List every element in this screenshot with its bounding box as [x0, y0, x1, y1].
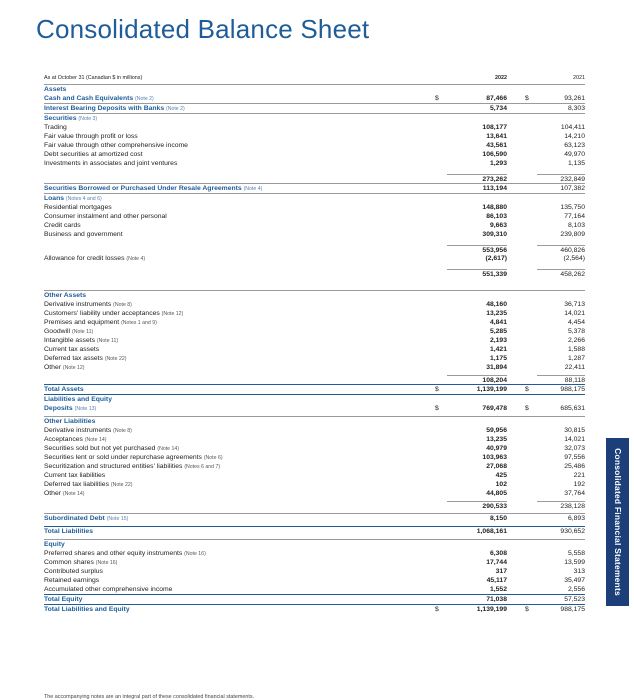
row-label — [44, 230, 435, 239]
row-label — [44, 132, 435, 141]
row-label — [44, 184, 435, 194]
page-title: Consolidated Balance Sheet — [36, 14, 370, 44]
row-label-text: Credit cards — [44, 222, 81, 229]
row-label-text: Allowance for credit losses — [44, 254, 125, 262]
table-row — [44, 462, 585, 471]
table-row — [44, 193, 585, 203]
row-note-ref: (Note 22) — [110, 481, 133, 488]
currency-2022: $ — [435, 95, 439, 102]
value-2022: 113,194 — [482, 185, 507, 192]
row-label-text: Total Liabilities — [44, 528, 93, 535]
table-row — [44, 221, 585, 230]
row-note-ref: (Notes 4 and 6) — [65, 195, 102, 202]
table-row — [44, 558, 585, 567]
value-2021: 35,497 — [564, 577, 585, 584]
value-2022: 5,285 — [489, 328, 507, 335]
value-2021: 30,815 — [564, 427, 585, 434]
value-2021: 685,631 — [560, 405, 585, 412]
value-2021: 6,893 — [567, 515, 585, 522]
value-2022: 71,038 — [486, 596, 507, 603]
table-row — [44, 212, 585, 221]
value-2022: 108,177 — [482, 124, 507, 131]
row-note-ref: (Note 11) — [71, 328, 94, 335]
row-note-ref: (Note 12) — [62, 364, 85, 371]
value-2021: 14,021 — [564, 310, 585, 317]
row-note-ref: (Note 8) — [113, 301, 132, 308]
row-label-text: Residential mortgages — [44, 204, 112, 211]
value-2022: 769,478 — [482, 405, 507, 412]
table-row — [44, 254, 585, 263]
row-label-text: Interest Bearing Deposits with Banks — [44, 104, 165, 112]
value-2022: 1,139,199 — [476, 606, 507, 613]
row-label-text: Other Liabilities — [44, 418, 96, 425]
row-label — [44, 404, 435, 414]
row-label-text: Current tax assets — [44, 346, 100, 353]
currency-2021: $ — [525, 606, 529, 613]
value-2022: 13,641 — [486, 133, 507, 140]
value-2022: 9,663 — [489, 222, 507, 229]
row-label-text: Securities sold but not yet purchased — [44, 444, 156, 452]
table-row — [44, 183, 585, 193]
currency-2022: $ — [435, 606, 439, 613]
row-label-text: Debt securities at amortized cost — [44, 151, 143, 158]
row-label — [44, 576, 435, 585]
row-label-text: Customers' liability under acceptances — [44, 309, 160, 317]
value-2022: 4,841 — [489, 319, 507, 326]
row-label-text: Fair value through other comprehensive income — [44, 142, 188, 149]
table-row — [44, 113, 585, 123]
value-2021: 4,454 — [567, 319, 585, 326]
table-row — [44, 539, 585, 549]
row-note-ref: (Note 2) — [135, 95, 154, 102]
table-row — [44, 132, 585, 141]
row-label-text: Intangible assets — [44, 336, 96, 344]
currency-2022: $ — [435, 405, 439, 412]
row-note-ref: (Note 15) — [106, 515, 129, 522]
row-label-text: Securities — [44, 114, 77, 122]
subtotal-row — [44, 174, 585, 183]
header-year-2021: 2021 — [573, 75, 585, 81]
value-2021: 5,378 — [567, 328, 585, 335]
row-label — [44, 605, 435, 614]
side-tab-label: Consolidated Financial Statements — [612, 448, 623, 596]
row-label — [44, 489, 435, 499]
row-note-ref: (Note 16) — [95, 559, 118, 566]
table-row — [44, 141, 585, 150]
table-row — [44, 94, 585, 103]
row-label — [44, 150, 435, 159]
row-label — [44, 336, 435, 346]
value-2022: 1,175 — [489, 355, 507, 362]
row-label-text: Investments in associates and joint ventures — [44, 160, 178, 167]
row-label — [44, 363, 435, 373]
row-note-ref: (Note 4) — [126, 255, 146, 262]
row-label-text: Consumer instalment and other personal — [44, 213, 167, 220]
value-2021: 2,266 — [567, 337, 585, 344]
row-label-text: Accumulated other comprehensive income — [44, 586, 173, 593]
value-2022: 87,466 — [486, 95, 507, 102]
row-note-ref: (Notes 6 and 7) — [184, 463, 221, 470]
row-label-text: Total Equity — [44, 596, 83, 603]
row-label-text: Trading — [44, 124, 67, 131]
row-note-ref: (Note 16) — [184, 550, 206, 557]
value-2021: 8,103 — [567, 222, 585, 229]
value-2022: 103,963 — [482, 454, 507, 461]
value-2022: 8,150 — [489, 515, 507, 522]
table-row — [44, 567, 585, 576]
value-2021: 232,849 — [537, 174, 585, 184]
row-label — [44, 221, 435, 230]
value-2021: 32,073 — [564, 445, 585, 452]
value-2021: 37,764 — [564, 490, 585, 497]
row-note-ref: (Note 6) — [203, 454, 223, 461]
table-header — [44, 73, 585, 85]
table-row — [44, 230, 585, 239]
table-row — [44, 384, 585, 394]
currency-2021: $ — [525, 405, 529, 412]
value-2022: 1,068,161 — [476, 528, 507, 535]
row-label-text: Other Assets — [44, 292, 87, 299]
row-note-ref: (Note 13) — [74, 405, 97, 412]
value-2021: 25,486 — [564, 463, 585, 470]
table-row — [44, 103, 585, 113]
value-2022: 31,894 — [486, 364, 507, 371]
value-2021: 57,523 — [564, 596, 585, 603]
value-2021: 77,164 — [564, 213, 585, 220]
row-label — [44, 558, 435, 568]
row-label — [44, 123, 435, 132]
row-label-text: Assets — [44, 86, 67, 93]
value-2021: 988,175 — [560, 606, 585, 613]
value-2022: 102 — [495, 481, 507, 488]
value-2022: 5,734 — [489, 105, 507, 112]
row-label — [44, 212, 435, 221]
row-label-text: Common shares — [44, 558, 94, 566]
row-label — [44, 141, 435, 150]
value-2022: 48,160 — [486, 301, 507, 308]
table-row — [44, 394, 585, 404]
value-2022: 43,561 — [486, 142, 507, 149]
row-note-ref: (Notes 1 and 9) — [121, 319, 157, 326]
value-2021: 5,558 — [567, 550, 585, 557]
value-2021: 192 — [573, 481, 585, 488]
row-label-text: Other — [44, 489, 61, 497]
table-row — [44, 576, 585, 585]
value-2022: 44,805 — [486, 490, 507, 497]
value-2022: 148,880 — [482, 204, 507, 211]
value-2021: 49,970 — [564, 151, 585, 158]
row-note-ref: (Note 14) — [62, 490, 85, 497]
table-row — [44, 203, 585, 212]
value-2021: 14,021 — [564, 436, 585, 443]
row-label — [44, 514, 435, 524]
row-label-text: Securities lent or sold under repurchase agreements — [44, 453, 202, 461]
value-2021: 97,556 — [564, 454, 585, 461]
value-2021: 8,303 — [567, 105, 585, 112]
row-label-text: Acceptances — [44, 435, 83, 443]
row-note-ref: (Note 22) — [104, 355, 127, 362]
value-2021: 460,826 — [537, 245, 585, 255]
value-2021: 1,135 — [567, 160, 585, 167]
table-row — [44, 159, 585, 168]
row-label — [44, 585, 435, 594]
row-label — [44, 104, 435, 114]
value-2021: 104,411 — [560, 124, 585, 131]
value-2022: 13,235 — [486, 310, 507, 317]
subtotal-row — [44, 375, 585, 384]
row-note-ref: (Note 8) — [113, 427, 132, 434]
value-2022: 45,117 — [486, 577, 507, 584]
row-label-text: Business and government — [44, 231, 123, 238]
row-label-text: Equity — [44, 541, 65, 548]
currency-2021: $ — [525, 386, 529, 393]
value-2021: 1,287 — [567, 355, 585, 362]
row-label-text: Deferred tax liabilities — [44, 480, 109, 488]
row-label — [44, 462, 435, 472]
value-2022: 309,310 — [482, 231, 507, 238]
row-label-text: Derivative instruments — [44, 300, 112, 308]
row-note-ref: (Note 11) — [96, 337, 119, 344]
value-2022: 86,103 — [486, 213, 507, 220]
subtotal-row — [44, 269, 585, 278]
header-label: As at October 31 (Canadian $ in millions) — [44, 75, 143, 81]
value-2021: 930,652 — [560, 528, 585, 535]
footnote: The accompanying notes are an integral part of these consolidated financial statements. — [44, 694, 255, 700]
header-year-2022: 2022 — [495, 75, 507, 81]
value-2021: 14,210 — [564, 133, 585, 140]
row-label-text: Premises and equipment — [44, 318, 120, 326]
value-2022: 2,193 — [489, 337, 507, 344]
row-note-ref: (Note 3) — [78, 115, 98, 122]
value-2021: 22,411 — [564, 364, 585, 371]
row-label — [44, 94, 435, 104]
table-body — [44, 85, 585, 614]
value-2022: 17,744 — [486, 559, 507, 566]
value-2022: 553,956 — [447, 245, 507, 255]
row-label — [44, 595, 435, 604]
row-label-text: Preferred shares and other equity instruments — [44, 549, 183, 557]
value-2022: 6,308 — [489, 550, 507, 557]
value-2021: 13,599 — [564, 559, 585, 566]
row-note-ref: (Note 4) — [243, 185, 263, 192]
value-2022: 1,293 — [489, 160, 507, 167]
row-label — [44, 254, 435, 264]
table-row — [44, 513, 585, 523]
row-label-text: Liabilities and Equity — [44, 396, 112, 403]
row-label-text: Other — [44, 363, 61, 371]
row-label-text: Total Assets — [44, 386, 84, 393]
value-2021: 135,750 — [560, 204, 585, 211]
value-2021: 2,556 — [567, 586, 585, 593]
section-side-tab — [606, 438, 629, 606]
row-label-text: Fair value through profit or loss — [44, 133, 138, 140]
table-row — [44, 416, 585, 426]
value-2022: 106,590 — [482, 151, 507, 158]
row-note-ref: (Note 14) — [157, 445, 179, 452]
value-2021: 313 — [573, 568, 585, 575]
value-2021: 221 — [573, 472, 585, 479]
row-label-text: Cash and Cash Equivalents — [44, 94, 134, 102]
table-row — [44, 594, 585, 604]
row-label-text: Total Liabilities and Equity — [44, 606, 130, 613]
row-label — [44, 527, 435, 536]
balance-sheet-table — [44, 73, 585, 614]
value-2021: 239,809 — [560, 231, 585, 238]
table-row — [44, 404, 585, 413]
value-2022: 290,533 — [447, 501, 507, 511]
currency-2021: $ — [525, 95, 529, 102]
row-label — [44, 159, 435, 168]
row-label — [44, 194, 435, 204]
row-note-ref: (Note 2) — [166, 105, 185, 112]
value-2022: 425 — [495, 472, 507, 479]
value-2022: 108,204 — [447, 375, 507, 385]
currency-2022: $ — [435, 386, 439, 393]
value-2022: 40,979 — [486, 445, 507, 452]
value-2021: 93,261 — [564, 95, 585, 102]
table-row — [44, 123, 585, 132]
row-label-text: Securities Borrowed or Purchased Under Resale Agreements — [44, 184, 242, 192]
row-note-ref: (Note 12) — [161, 310, 184, 317]
table-row — [44, 585, 585, 594]
value-2022: 273,262 — [447, 174, 507, 184]
value-2022: 1,552 — [489, 586, 507, 593]
value-2021: 36,713 — [564, 301, 585, 308]
value-2021: 1,588 — [567, 346, 585, 353]
table-row — [44, 290, 585, 300]
value-2021: 63,123 — [564, 142, 585, 149]
value-2022: 317 — [495, 568, 507, 575]
row-label-text: Goodwill — [44, 327, 71, 335]
table-row — [44, 526, 585, 536]
value-2021: (2,564) — [563, 255, 585, 262]
value-2021: 238,128 — [537, 501, 585, 511]
value-2021: 458,262 — [537, 269, 585, 279]
row-label-text: Subordinated Debt — [44, 514, 105, 522]
table-row — [44, 489, 585, 498]
table-row — [44, 363, 585, 372]
value-2022: 551,339 — [447, 269, 507, 279]
row-label — [44, 203, 435, 212]
row-label-text: Retained earnings — [44, 577, 100, 584]
value-2022: 59,956 — [486, 427, 507, 434]
value-2022: 1,421 — [489, 346, 507, 353]
value-2021: 88,118 — [537, 375, 585, 385]
row-label — [44, 567, 435, 576]
row-label — [44, 385, 435, 394]
row-label-text: Loans — [44, 194, 65, 202]
row-label-text: Contributed surplus — [44, 568, 103, 575]
value-2022: 27,068 — [486, 463, 507, 470]
subtotal-row — [44, 501, 585, 510]
row-label-text: Deposits — [44, 404, 73, 412]
row-label-text: Securitization and structured entities' liabilities — [44, 462, 183, 470]
table-row — [44, 604, 585, 614]
row-label-text: Current tax liabilities — [44, 472, 106, 479]
value-2021: 988,175 — [560, 386, 585, 393]
row-label-text: Deferred tax assets — [44, 354, 103, 362]
row-label — [44, 114, 435, 124]
row-note-ref: (Note 14) — [84, 436, 107, 443]
value-2022: 13,235 — [486, 436, 507, 443]
value-2021: 107,382 — [560, 185, 585, 192]
value-2022: (2,617) — [485, 255, 507, 262]
table-row — [44, 336, 585, 345]
row-label-text: Derivative instruments — [44, 426, 112, 434]
table-row — [44, 150, 585, 159]
value-2022: 1,139,199 — [476, 386, 507, 393]
